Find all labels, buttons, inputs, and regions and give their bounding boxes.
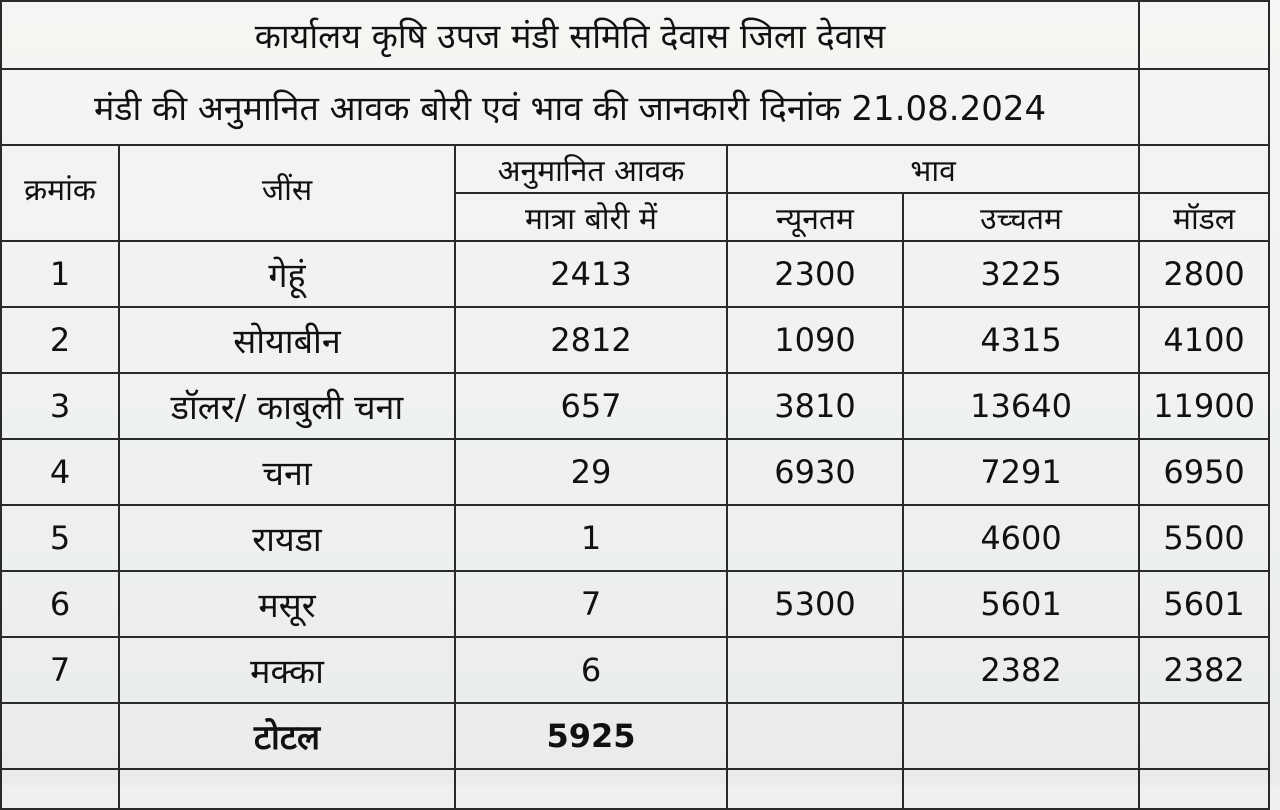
title-row	[1, 1, 1269, 69]
table-row	[1, 241, 1269, 307]
modal-cell: 4100	[1139, 307, 1269, 373]
table-row	[1, 439, 1269, 505]
serial-cell: 5	[1, 505, 119, 571]
blank-row	[1, 769, 1269, 809]
crop-cell: डॉलर/ काबुली चना	[119, 373, 455, 439]
empty-cell	[1, 703, 119, 769]
min-cell: 2300	[727, 241, 903, 307]
serial-cell: 3	[1, 373, 119, 439]
arrival-header-bottom: मात्रा बोरी में	[455, 193, 727, 241]
min-cell: 1090	[727, 307, 903, 373]
empty-cell	[1, 769, 119, 809]
qty-cell: 29	[455, 439, 727, 505]
serial-header: क्रमांक	[1, 145, 119, 241]
report-subtitle: मंडी की अनुमानित आवक बोरी एवं भाव की जानकारी दिनांक 21.08.2024	[1, 69, 1139, 145]
qty-cell: 2413	[455, 241, 727, 307]
serial-cell: 6	[1, 571, 119, 637]
empty-cell	[1139, 69, 1269, 145]
empty-cell	[455, 769, 727, 809]
qty-cell: 657	[455, 373, 727, 439]
serial-cell: 4	[1, 439, 119, 505]
modal-cell: 11900	[1139, 373, 1269, 439]
serial-cell: 7	[1, 637, 119, 703]
empty-cell	[903, 769, 1139, 809]
max-cell: 7291	[903, 439, 1139, 505]
empty-cell	[903, 703, 1139, 769]
min-price-header: न्यूनतम	[727, 193, 903, 241]
max-cell: 13640	[903, 373, 1139, 439]
modal-price-header: मॉडल	[1139, 193, 1269, 241]
modal-cell: 6950	[1139, 439, 1269, 505]
max-cell: 4600	[903, 505, 1139, 571]
empty-cell	[1139, 769, 1269, 809]
total-row	[1, 703, 1269, 769]
price-header: भाव	[727, 145, 1139, 193]
qty-cell: 7	[455, 571, 727, 637]
max-price-header: उच्चतम	[903, 193, 1139, 241]
table-row	[1, 373, 1269, 439]
max-cell: 2382	[903, 637, 1139, 703]
empty-cell	[1139, 145, 1269, 193]
crop-cell: रायडा	[119, 505, 455, 571]
empty-cell	[727, 769, 903, 809]
crop-header: जींस	[119, 145, 455, 241]
crop-cell: सोयाबीन	[119, 307, 455, 373]
qty-cell: 1	[455, 505, 727, 571]
modal-cell: 2382	[1139, 637, 1269, 703]
table-row	[1, 637, 1269, 703]
modal-cell: 5601	[1139, 571, 1269, 637]
modal-cell: 2800	[1139, 241, 1269, 307]
header-row-1	[1, 145, 1269, 193]
table-row	[1, 307, 1269, 373]
office-title: कार्यालय कृषि उपज मंडी समिति देवास जिला देवास	[1, 1, 1139, 69]
table-row	[1, 505, 1269, 571]
crop-cell: गेहूं	[119, 241, 455, 307]
min-cell	[727, 637, 903, 703]
crop-cell: मसूर	[119, 571, 455, 637]
total-qty: 5925	[455, 703, 727, 769]
empty-cell	[1139, 703, 1269, 769]
max-cell: 5601	[903, 571, 1139, 637]
empty-cell	[119, 769, 455, 809]
serial-cell: 2	[1, 307, 119, 373]
serial-cell: 1	[1, 241, 119, 307]
min-cell: 5300	[727, 571, 903, 637]
empty-cell	[1139, 1, 1269, 69]
max-cell: 3225	[903, 241, 1139, 307]
empty-cell	[727, 703, 903, 769]
qty-cell: 2812	[455, 307, 727, 373]
min-cell: 3810	[727, 373, 903, 439]
subtitle-row	[1, 69, 1269, 145]
min-cell: 6930	[727, 439, 903, 505]
crop-cell: मक्का	[119, 637, 455, 703]
max-cell: 4315	[903, 307, 1139, 373]
arrival-header-top: अनुमानित आवक	[455, 145, 727, 193]
table-row	[1, 571, 1269, 637]
total-label: टोटल	[119, 703, 455, 769]
qty-cell: 6	[455, 637, 727, 703]
crop-cell: चना	[119, 439, 455, 505]
min-cell	[727, 505, 903, 571]
modal-cell: 5500	[1139, 505, 1269, 571]
